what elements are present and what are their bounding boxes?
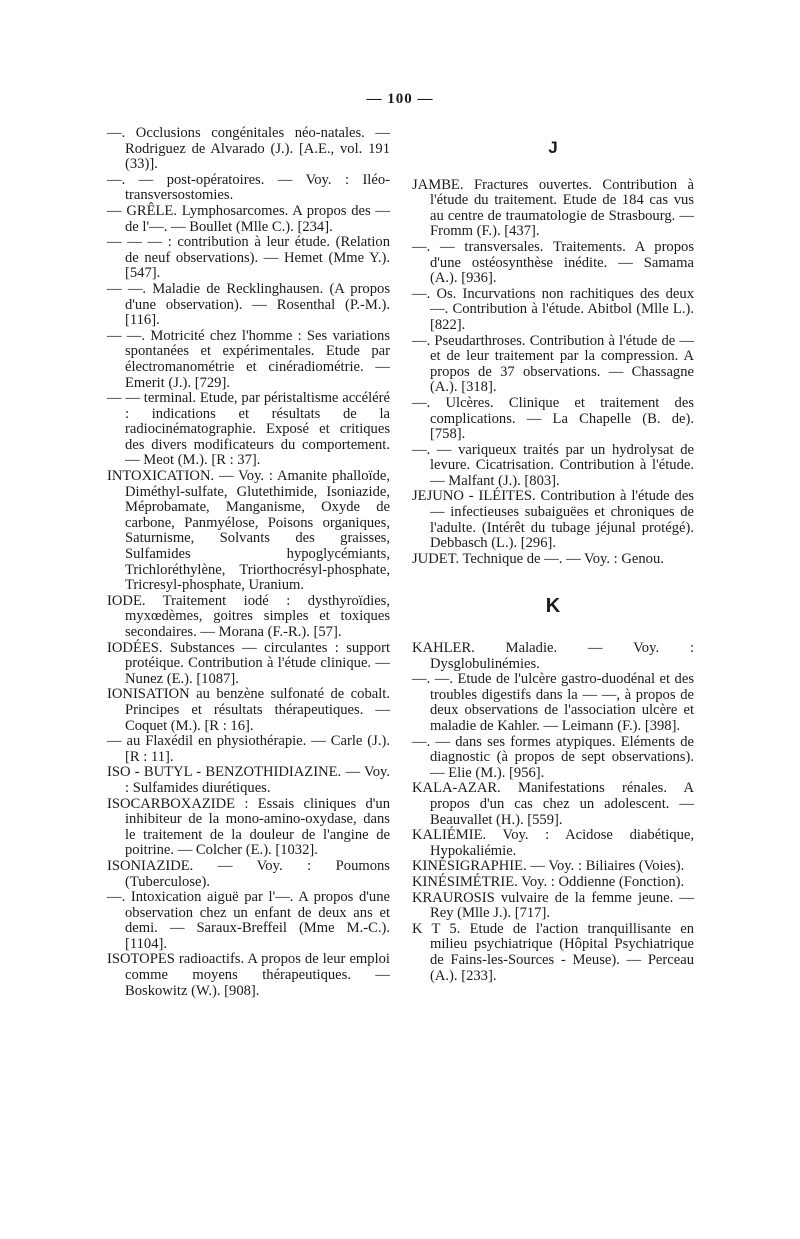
index-entry: KAHLER. Maladie. — Voy. : Dysglobulinémies.	[412, 640, 694, 672]
right-column	[412, 126, 694, 984]
index-entry: —. Os. Incurvations non rachitiques des deux —. Contribution à l'étude. Abitbol (Mlle L.). [822].	[412, 285, 694, 333]
index-entry: ISOTOPES radioactifs. A propos de leur emploi comme moyens thérapeutiques. — Boskowitz (W.). [908].	[107, 951, 390, 999]
index-entry: —. Pseudarthroses. Contribution à l'étude de — et de leur traitement par la compression. A propos de 37 observations. — Chassagne (A.). [318].	[412, 332, 694, 396]
index-entry: KINÉSIGRAPHIE. — Voy. : Biliaires (Voies).	[412, 858, 685, 875]
index-entry: JUDET. Technique de —. — Voy. : Genou.	[412, 550, 664, 567]
index-entry: INTOXICATION. — Voy. : Amanite phalloïde, Diméthyl-sulfate, Glutethimide, Isoniazide, Méprobamate, Manganisme, Oxyde de carbone, Panmyélose, Poisons organiques, Saturnisme, Solvants des graisses, Sulfamides hypoglycémiants, Trichloréthylène, Triorthocrésyl-phosphate, Tricresyl-phosphate, Uranium.	[107, 468, 390, 594]
left-column	[107, 126, 390, 999]
index-entry: — au Flaxédil en physiothérapie. — Carle (J.). [R : 11].	[107, 733, 390, 765]
index-entry: ISONIAZIDE. — Voy. : Poumons (Tuberculose).	[107, 857, 390, 890]
index-entry: JEJUNO - ILÉITES. Contribution à l'étude des — infectieuses subaiguëes et chroniques de l'adulte. (Intérêt du tubage jéjunal protégé). Debbasch (L.). [296].	[412, 488, 694, 552]
index-entry: — —. Motricité chez l'homme : Ses variations spontanées et expérimentales. Etude par électromanométrie et cinéradiométrie. — Emerit (J.). [729].	[107, 327, 390, 391]
index-entry: — GRÊLE. Lymphosarcomes. A propos des — de l'—. — Boullet (Mlle C.). [234].	[107, 202, 390, 235]
index-entry: — — — : contribution à leur étude. (Relation de neuf observations). — Hemet (Mme Y.). [547].	[107, 234, 390, 282]
page-number: — 100 —	[366, 91, 434, 107]
index-entry: IONISATION au benzène sulfonaté de cobalt. Principes et résultats thérapeutiques. — Coquet (M.). [R : 16].	[107, 686, 390, 734]
index-entry: KRAUROSIS vulvaire de la femme jeune. — Rey (Mlle J.). [717].	[412, 889, 694, 922]
index-entry: JAMBE. Fractures ouvertes. Contribution à l'étude du traitement. Etude de 184 cas vus au centre de traumatologie de Strasbourg. — Fromm (F.). [437].	[412, 176, 694, 240]
index-entry: — — terminal. Etude, par péristaltisme accéléré : indications et résultats de la radiocinématographie. Exposé et critiques des divers modificateurs du comportement. — Meot (M.). [R : 37].	[107, 390, 390, 469]
index-entry: ISOCARBOXAZIDE : Essais cliniques d'un inhibiteur de la mono-amino-oxydase, dans le traitement de la douleur de l'angine de poitrine. — Colcher (E.). [1032].	[107, 795, 390, 859]
index-entry: —. —. Etude de l'ulcère gastro-duodénal et des troubles digestifs dans la — —, à propos de deux observations de l'association ulcère et maladie de Kahler. — Leimann (F.). [398].	[412, 671, 694, 734]
index-entry: IODÉES. Substances — circulantes : support protéique. Contribution à l'étude clinique. — Nunez (E.). [1087].	[107, 639, 390, 687]
index-entry: —. — post-opératoires. — Voy. : Iléo-transversostomies.	[107, 171, 390, 204]
index-entry: KINÉSIMÉTRIE. Voy. : Oddienne (Fonction).	[412, 873, 685, 890]
index-entry: —. — variqueux traités par un hydrolysat de levure. Cicatrisation. Contribution à l'étude. — Malfant (J.). [803].	[412, 441, 694, 489]
index-entry: K T 5. Etude de l'action tranquillisante en milieu psychiatrique (Hôpital Psychiatrique de Fains-les-Sources - Meuse). — Perceau (A.). [233].	[412, 920, 694, 984]
index-entry: — —. Maladie de Recklinghausen. (A propos d'une observation). — Rosenthal (P.-M.). [116].	[107, 280, 390, 329]
index-entry: KALIÉMIE. Voy. : Acidose diabétique, Hypokaliémie.	[412, 827, 694, 859]
index-entry: —. Ulcères. Clinique et traitement des complications. — La Chapelle (B. de). [758].	[412, 394, 694, 443]
index-entry: —. Occlusions congénitales néo-natales. — Rodriguez de Alvarado (J.). [A.E., vol. 191 (33)].	[107, 125, 390, 173]
index-entry: IODE. Traitement iodé : dysthyroïdies, myxœdèmes, goitres simples et toxiques secondaires. — Morana (F.-R.). [57].	[107, 592, 390, 640]
index-entry: —. — transversales. Traitements. A propos d'une ostéosynthèse inédite. — Samama (A.). [936].	[412, 238, 694, 287]
section-letter-k: K	[545, 595, 561, 618]
section-letter-j: J	[548, 138, 558, 157]
index-entry: ISO - BUTYL - BENZOTHIDIAZINE. — Voy. : Sulfamides diurétiques.	[107, 764, 390, 796]
index-entry: KALA-AZAR. Manifestations rénales. A propos d'un cas chez un adolescent. — Beauvallet (H.). [559].	[412, 780, 694, 828]
index-entry: —. Intoxication aiguë par l'—. A propos d'une observation chez un enfant de deux ans et demi. — Saraux-Breffeil (Mme M.-C.). [1104].	[107, 889, 390, 952]
index-entry: —. — dans ses formes atypiques. Eléments de diagnostic (à propos de sept observations). — Elie (M.). [956].	[412, 733, 694, 781]
